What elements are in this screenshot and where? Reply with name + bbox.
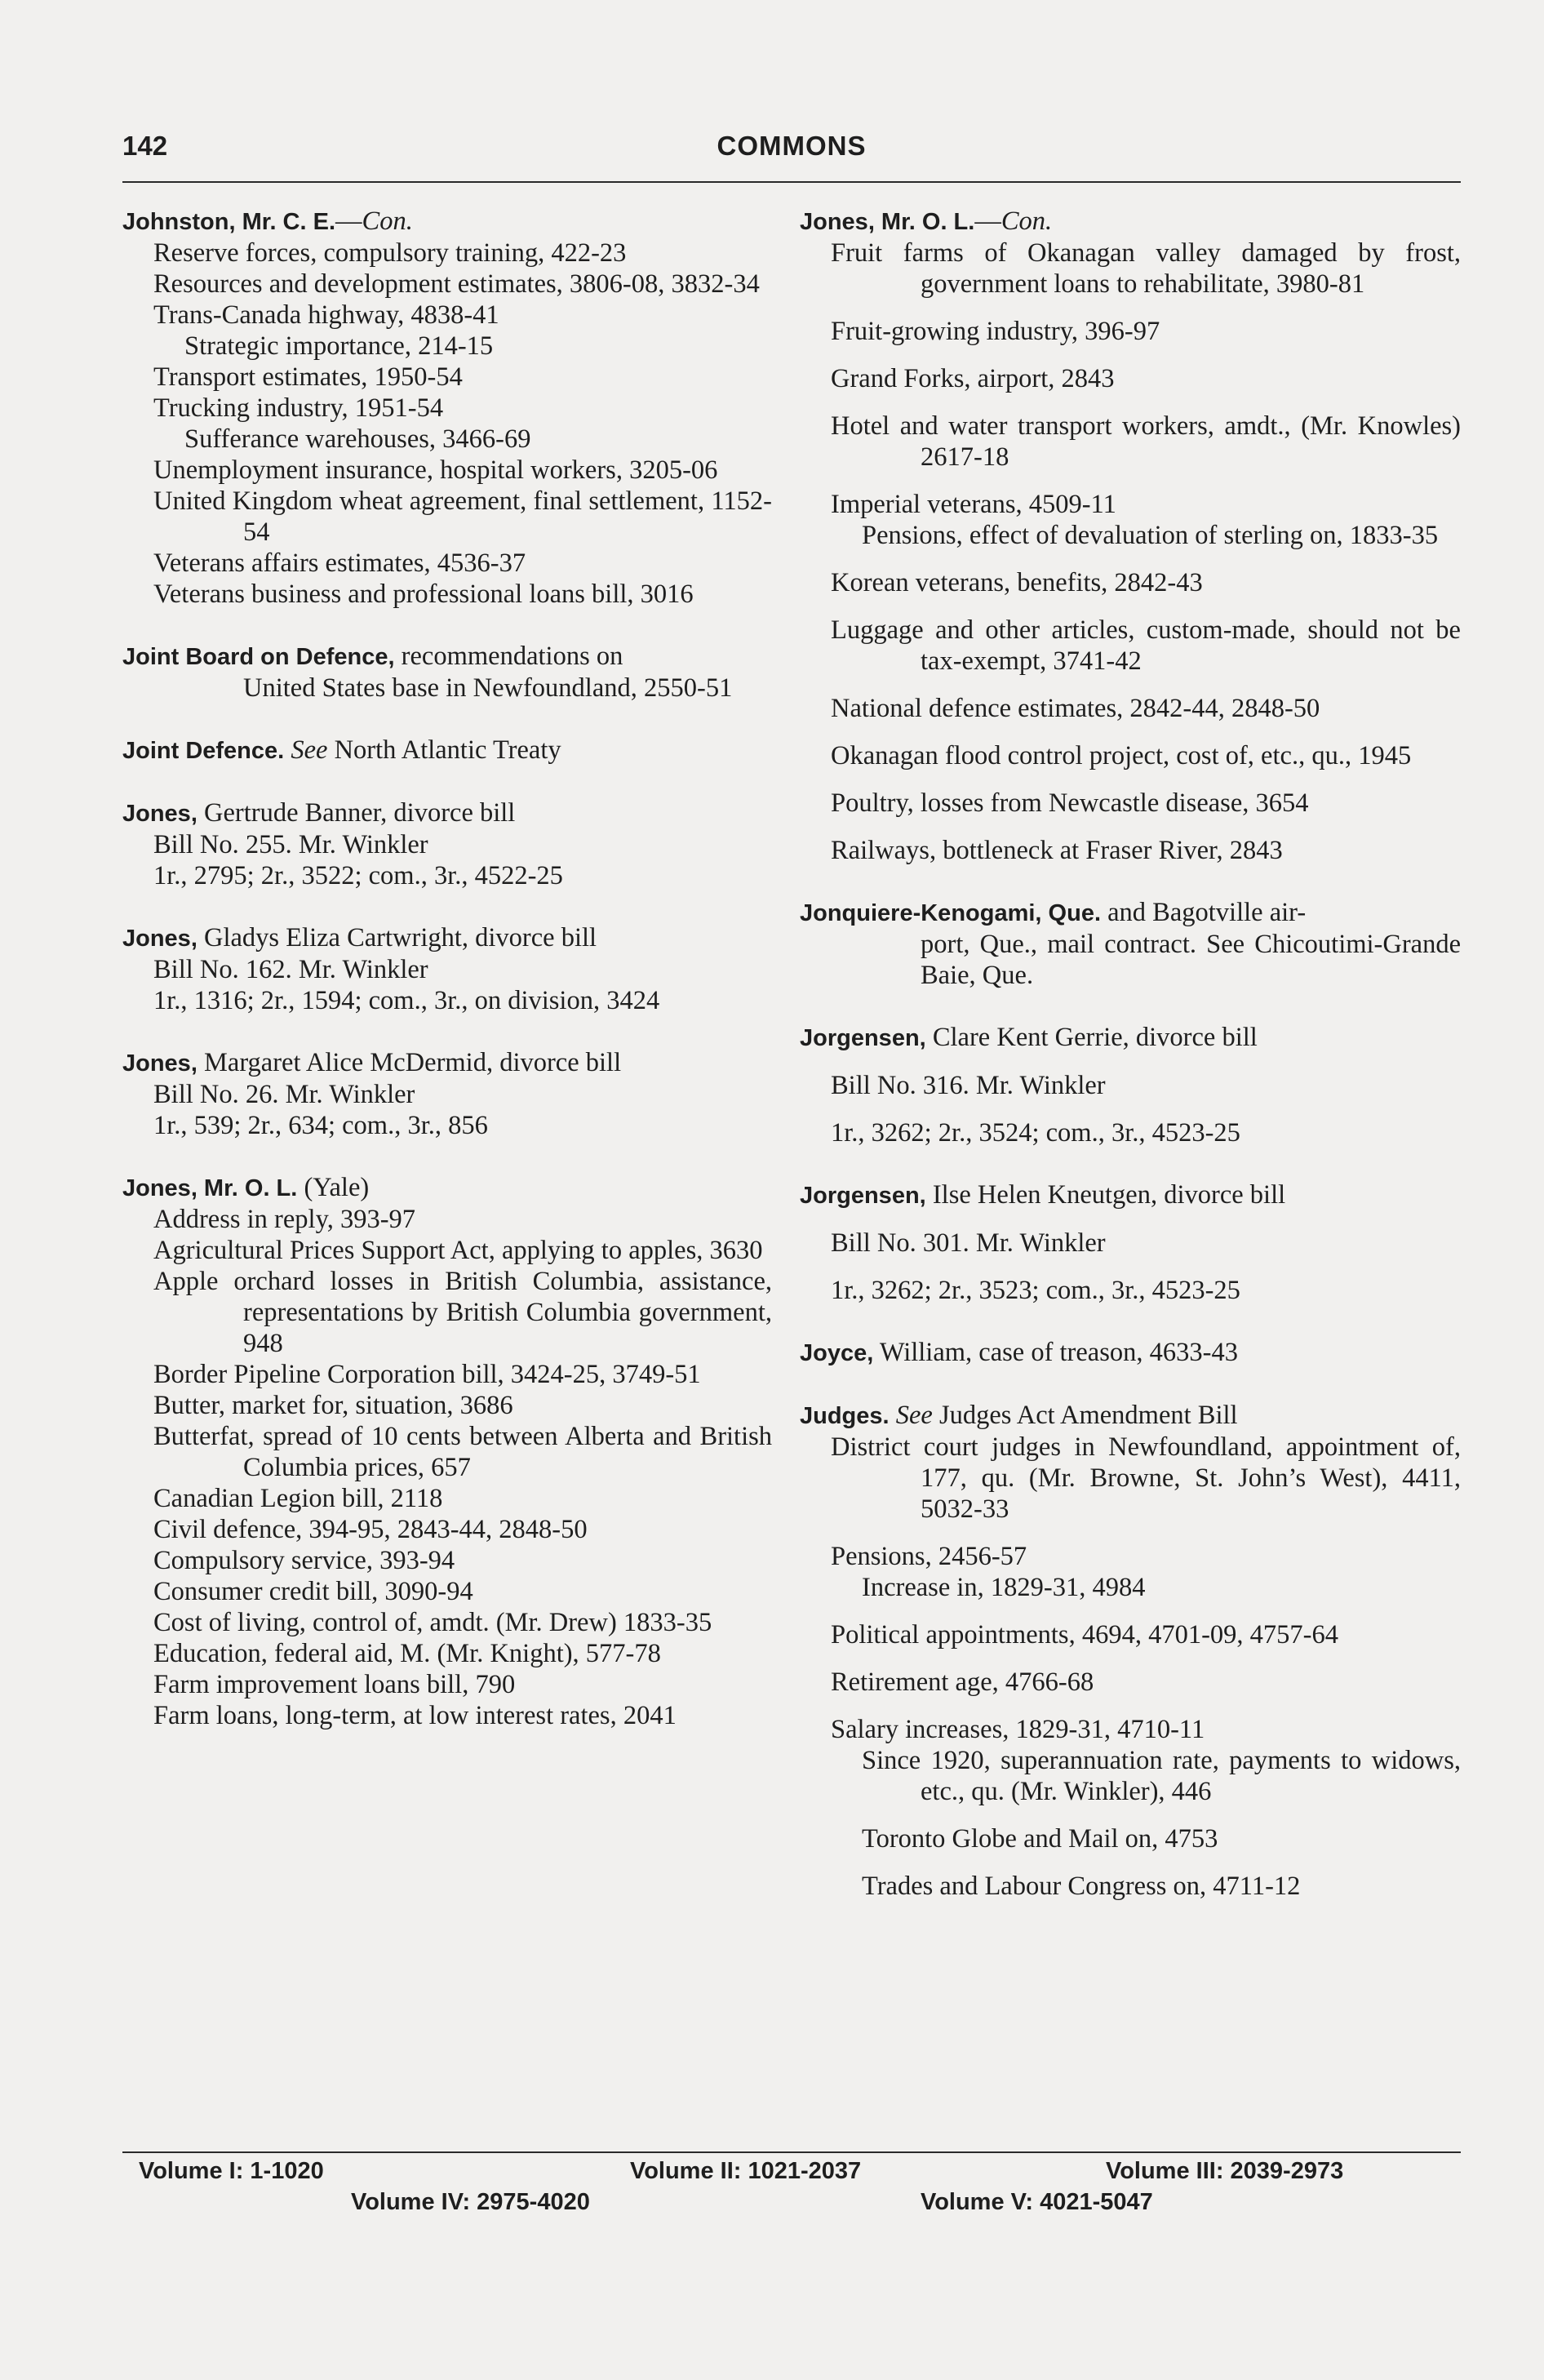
entry-spacer: [122, 891, 772, 922]
index-subentry: Luggage and other articles, custom-made, should not be tax-exempt, 3741-42: [831, 615, 1461, 676]
entry-spacer: [122, 610, 772, 641]
index-subsubentry: Pensions, effect of devaluation of sterling on, 1833-35: [862, 521, 1439, 550]
index-heading-text: —: [335, 206, 362, 236]
index-column-right: [800, 206, 1461, 1902]
volume-5-range: Volume V: 4021-5047: [921, 2189, 1153, 2215]
index-subentry: 1r., 1316; 2r., 1594; com., 3r., on division, 3424: [153, 986, 660, 1015]
entry-spacer: [800, 1148, 1461, 1179]
index-subentry: Education, federal aid, M. (Mr. Knight), 577-78: [153, 1639, 661, 1668]
index-subentry: Compulsory service, 393-94: [153, 1546, 455, 1575]
entry-spacer: [800, 551, 1461, 567]
bill-detail: 1r., 2795; 2r., 3522; com., 3r., 4522-25: [153, 861, 563, 890]
entry-spacer: [800, 724, 1461, 740]
bill-detail: Bill No. 316. Mr. Winkler: [831, 1071, 1106, 1100]
index-subentry: Canadian Legion bill, 2118: [153, 1484, 443, 1513]
entry-spacer: [800, 1603, 1461, 1619]
index-subentry: Consumer credit bill, 3090-94: [153, 1577, 473, 1606]
index-heading-entry: [122, 797, 772, 829]
index-subentry: Butter, market for, situation, 3686: [153, 1391, 513, 1420]
index-subentry: Railways, bottleneck at Fraser River, 2843: [831, 836, 1283, 865]
index-subentry: Border Pipeline Corporation bill, 3424-25, 3749-51: [153, 1360, 701, 1389]
index-heading-entry: [122, 1047, 772, 1079]
index-heading-text: (Yale): [297, 1173, 370, 1202]
entry-spacer: [122, 766, 772, 797]
entry-spacer: [800, 1698, 1461, 1714]
index-heading-entry: [122, 1172, 772, 1204]
entry-spacer: [800, 1306, 1461, 1337]
index-subentry: Agricultural Prices Support Act, applying to apples, 3630: [153, 1236, 763, 1265]
volume-footer: [122, 2158, 1461, 2223]
index-subentry: Political appointments, 4694, 4701-09, 4757-64: [831, 1620, 1338, 1650]
continued-marker: Con.: [362, 206, 413, 236]
index-subentry: Address in reply, 393-97: [153, 1205, 416, 1234]
index-subentry: Unemployment insurance, hospital workers, 3205-06: [153, 455, 718, 485]
index-subentry: Butterfat, spread of 10 cents between Alberta and British Columbia prices, 657: [153, 1422, 772, 1482]
index-subentry: National defence estimates, 2842-44, 2848-50: [831, 694, 1320, 723]
entry-spacer: [800, 598, 1461, 615]
index-heading-text: Gladys Eliza Cartwright, divorce bill: [197, 923, 597, 952]
index-heading-text: and Bagotville air-: [1101, 898, 1307, 927]
index-headword: Jones, Mr. O. L.: [122, 1175, 298, 1201]
index-subentry: Trans-Canada highway, 4838-41: [153, 300, 499, 330]
entry-spacer: [800, 991, 1461, 1022]
entry-spacer: [800, 1259, 1461, 1275]
index-heading-entry: [800, 1400, 1461, 1432]
header-rule: [122, 181, 1461, 183]
index-subentry: Farm improvement loans bill, 790: [153, 1670, 516, 1699]
entry-spacer: [800, 1525, 1461, 1541]
index-subentry: Pensions, 2456-57: [831, 1542, 1027, 1571]
volume-3-range: Volume III: 2039-2973: [1106, 2158, 1344, 2184]
bill-detail: 1r., 3262; 2r., 3524; com., 3r., 4523-25: [831, 1118, 1240, 1148]
entry-spacer: [800, 1369, 1461, 1400]
entry-spacer: [800, 1211, 1461, 1228]
index-headword: Judges.: [800, 1403, 890, 1429]
index-continuation: United States base in Newfoundland, 2550-51: [243, 673, 733, 703]
see-reference: See: [895, 1401, 933, 1430]
index-subentry: Veterans business and professional loans bill, 3016: [153, 579, 694, 609]
entry-spacer: [800, 819, 1461, 835]
index-headword: Joyce,: [800, 1340, 874, 1366]
entry-spacer: [800, 1807, 1461, 1823]
index-subentry: Resources and development estimates, 3806-08, 3832-34: [153, 269, 760, 299]
see-reference: See: [291, 735, 328, 765]
page-header: [122, 131, 1461, 170]
index-heading-entry: [122, 641, 772, 673]
index-subentry: Grand Forks, airport, 2843: [831, 364, 1115, 393]
index-headword: Jones,: [122, 926, 197, 952]
index-subentry: Transport estimates, 1950-54: [153, 362, 463, 392]
index-heading-text: Gertrude Banner, divorce bill: [197, 798, 516, 828]
entry-spacer: [800, 1054, 1461, 1070]
index-subentry: Civil defence, 394-95, 2843-44, 2848-50: [153, 1515, 588, 1544]
index-subentry: Fruit farms of Okanagan valley damaged by frost, government loans to rehabilitate, 3980-81: [831, 238, 1461, 299]
entry-spacer: [800, 394, 1461, 411]
page-number: 142: [122, 131, 168, 161]
index-subsubentry: Toronto Globe and Mail on, 4753: [862, 1824, 1218, 1854]
volume-2-range: Volume II: 1021-2037: [630, 2158, 862, 2184]
bill-detail: 1r., 3262; 2r., 3523; com., 3r., 4523-25: [831, 1276, 1240, 1305]
entry-spacer: [800, 473, 1461, 489]
entry-spacer: [800, 347, 1461, 363]
index-subentry: Veterans affairs estimates, 4536-37: [153, 548, 526, 578]
index-subentry: Korean veterans, benefits, 2842-43: [831, 568, 1203, 597]
index-subentry: Trucking industry, 1951-54: [153, 393, 444, 423]
index-subentry: Fruit-growing industry, 396-97: [831, 317, 1160, 346]
index-subentry: Reserve forces, compulsory training, 422-23: [153, 238, 627, 268]
entry-spacer: [800, 1650, 1461, 1667]
index-heading-entry: [122, 206, 772, 238]
index-heading-text: Judges Act Amendment Bill: [932, 1401, 1238, 1430]
index-continuation: port, Que., mail contract. See Chicoutimi-Grande Baie, Que.: [921, 930, 1461, 990]
running-title: COMMONS: [717, 131, 867, 161]
entry-spacer: [800, 677, 1461, 693]
index-subentry: Retirement age, 4766-68: [831, 1667, 1094, 1697]
index-subentry: Hotel and water transport workers, amdt., (Mr. Knowles) 2617-18: [831, 411, 1461, 472]
volume-4-range: Volume IV: 2975-4020: [351, 2189, 590, 2215]
entry-spacer: [800, 1854, 1461, 1871]
index-headword: Jorgensen,: [800, 1183, 926, 1209]
index-heading-text: recommendations on: [394, 642, 623, 671]
bill-detail: Bill No. 255. Mr. Winkler: [153, 830, 428, 859]
index-heading-text: Clare Kent Gerrie, divorce bill: [925, 1023, 1258, 1052]
index-subentry: Imperial veterans, 4509-11: [831, 490, 1116, 519]
index-subsubentry: Sufferance warehouses, 3466-69: [184, 424, 531, 454]
index-heading-text: William, case of treason, 4633-43: [873, 1338, 1238, 1367]
entry-spacer: [800, 866, 1461, 897]
entry-spacer: [800, 1101, 1461, 1117]
index-heading-entry: [800, 206, 1461, 238]
footer-rule: [122, 2151, 1461, 2153]
index-headword: Johnston, Mr. C. E.: [122, 209, 336, 235]
index-heading-text: Margaret Alice McDermid, divorce bill: [197, 1048, 622, 1077]
index-heading-text: North Atlantic Treaty: [327, 735, 561, 765]
index-heading-entry: [800, 1022, 1461, 1054]
index-subentry: Poultry, losses from Newcastle disease, 3654: [831, 788, 1309, 818]
bill-detail: Bill No. 301. Mr. Winkler: [831, 1228, 1106, 1258]
index-headword: Joint Board on Defence,: [122, 644, 395, 670]
index-heading-text: Ilse Helen Kneutgen, divorce bill: [925, 1180, 1286, 1210]
index-subentry: Salary increases, 1829-31, 4710-11: [831, 1715, 1205, 1744]
entry-spacer: [800, 300, 1461, 316]
entry-spacer: [122, 1016, 772, 1047]
index-heading-entry: [122, 735, 772, 766]
index-heading-entry: [800, 1179, 1461, 1211]
index-headword: Joint Defence.: [122, 738, 285, 764]
index-subentry: United Kingdom wheat agreement, final settlement, 1152-54: [153, 486, 772, 547]
bill-detail: 1r., 539; 2r., 634; com., 3r., 856: [153, 1111, 488, 1140]
index-subentry: Apple orchard losses in British Columbia, assistance, representations by British Columbia government, 948: [153, 1267, 772, 1358]
index-heading-entry: [800, 1337, 1461, 1369]
index-subsubentry: Strategic importance, 214-15: [184, 331, 494, 361]
bill-detail: Bill No. 162. Mr. Winkler: [153, 955, 428, 984]
index-column-left: [122, 206, 772, 1731]
index-subsubentry: Since 1920, superannuation rate, payments to widows, etc., qu. (Mr. Winkler), 446: [862, 1746, 1461, 1806]
index-headword: Jones,: [122, 1050, 197, 1077]
index-subsubentry: Increase in, 1829-31, 4984: [862, 1573, 1146, 1602]
entry-spacer: [122, 704, 772, 735]
index-heading-entry: [122, 922, 772, 954]
index-headword: Jorgensen,: [800, 1025, 926, 1051]
index-subsubentry: Trades and Labour Congress on, 4711-12: [862, 1872, 1301, 1901]
index-subentry: Cost of living, control of, amdt. (Mr. Drew) 1833-35: [153, 1608, 712, 1637]
index-subentry: Okanagan flood control project, cost of, etc., qu., 1945: [831, 741, 1412, 770]
index-headword: Jonquiere-Kenogami, Que.: [800, 900, 1101, 926]
index-headword: Jones,: [122, 801, 197, 827]
index-subentry: Farm loans, long-term, at low interest rates, 2041: [153, 1701, 677, 1730]
entry-spacer: [800, 771, 1461, 788]
index-heading-text: —: [974, 206, 1001, 236]
volume-1-range: Volume I: 1-1020: [139, 2158, 324, 2184]
index-headword: Jones, Mr. O. L.: [800, 209, 975, 235]
entry-spacer: [122, 1141, 772, 1172]
bill-detail: Bill No. 26. Mr. Winkler: [153, 1080, 415, 1109]
index-subentry: District court judges in Newfoundland, appointment of, 177, qu. (Mr. Browne, St. John’s West), 4411, 5032-33: [831, 1432, 1461, 1524]
continued-marker: Con.: [1000, 206, 1053, 236]
index-heading-entry: [800, 897, 1461, 929]
